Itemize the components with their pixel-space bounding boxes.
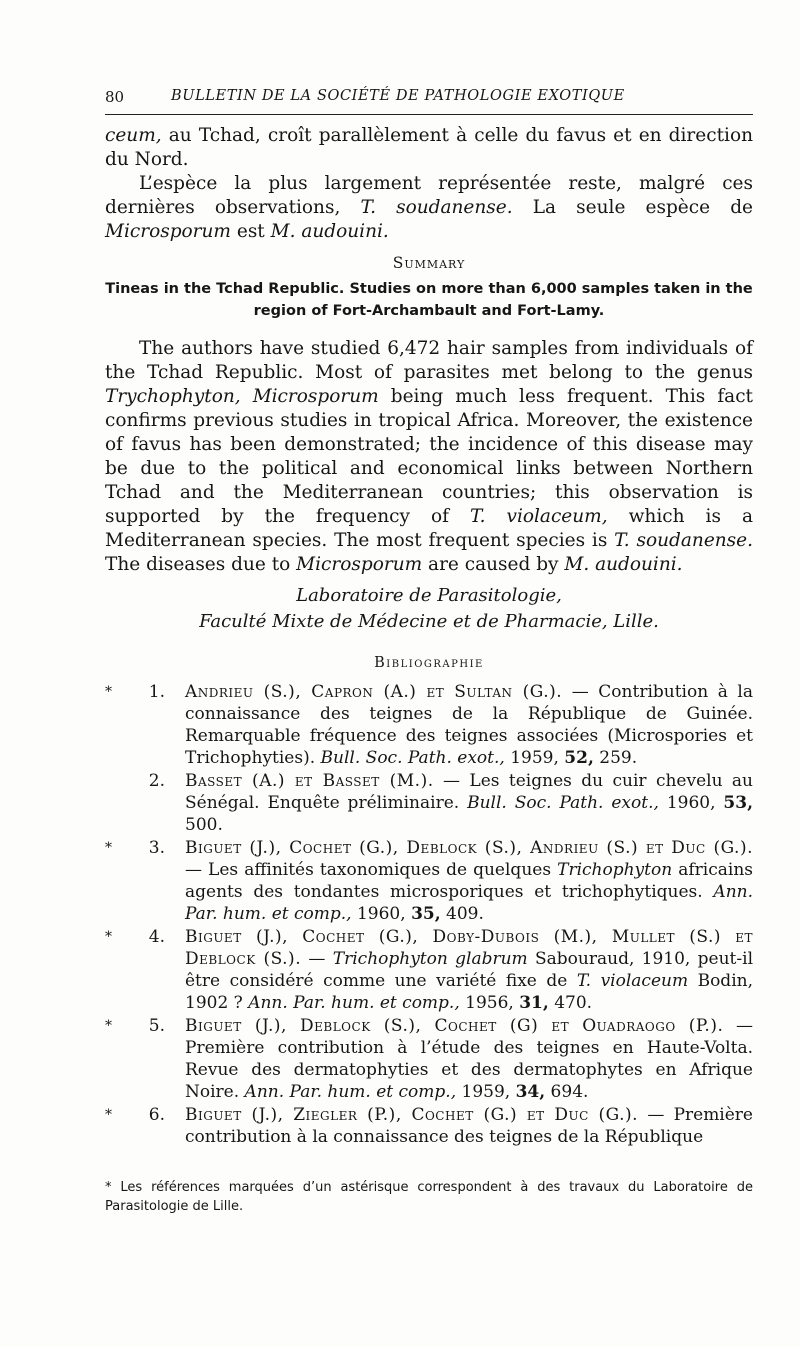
affiliation-faculty: Faculté Mixte de Médecine et de Pharmacie, Lille. [199, 611, 659, 632]
reference-item: * 3. Biguet (J.), Cochet (G.), Deblock (S.), Andrieu (S.) et Duc (G.). — Les affinités taxonomiques de quelques Trichophyton africains agents des tondantes microsporiques et trichophytiques. Ann. Par. hum. et comp., 1960, 35, 409. [105, 838, 753, 924]
reference-list [105, 681, 753, 1148]
reference-authors: Biguet (J.), Ziegler (P.), Cochet (G.) et Duc (G.). [185, 1105, 639, 1125]
reference-item: * 5. Biguet (J.), Deblock (S.), Cochet (G) et Ouadraogo (P.). — Première contribution à l’étude des teignes en Haute-Volta. Revue des dermatophyties et des dermatophytes en Afrique Noire. Ann. Par. hum. et comp., 1959, 34, 694. [105, 1016, 753, 1102]
reference-authors: Biguet (J.), Deblock (S.), Cochet (G) et Ouadraogo (P.). [185, 1016, 724, 1036]
intro-paragraph-1: ceum, au Tchad, croît parallèlement à celle du favus et en direction du Nord. [105, 125, 753, 170]
summary-heading: Summary [392, 254, 466, 272]
page [105, 88, 753, 1216]
reference-authors: Biguet (J.), Cochet (G.), Deblock (S.), Andrieu (S.) et Duc (G.). [185, 838, 753, 858]
page-number: 80 [105, 88, 125, 106]
running-title: BULLETIN DE LA SOCIÉTÉ DE PATHOLOGIE EXOTIQUE [171, 88, 625, 104]
reference-item: * 6. Biguet (J.), Ziegler (P.), Cochet (G.) et Duc (G.). — Première contribution à la connaissance des teignes de la République [105, 1105, 753, 1147]
affiliation-lab: Laboratoire de Parasitologie, [296, 585, 562, 606]
reference-authors: Biguet (J.), Cochet (G.), Doby-Dubois (M.), Mullet (S.) et Deblock (S.). [185, 927, 753, 969]
footnote: * Les références marquées d’un astérisque correspondent à des travaux du Laboratoire de Parasitologie de Lille. [105, 1180, 753, 1214]
reference-item: * 4. Biguet (J.), Cochet (G.), Doby-Dubois (M.), Mullet (S.) et Deblock (S.). — Trichophyton glabrum Sabouraud, 1910, peut-il être considéré comme une variété fixe de T. violaceum Bodin, 1902 ? Ann. Par. hum. et comp., 1956, 31, 470. [105, 927, 754, 1013]
reference-item: * 1. Andrieu (S.), Capron (A.) et Sultan (G.). — Contribution à la connaissance des teignes de la République de Guinée. Remarquable fréquence des teignes associées (Microspories et Trichophyties). Bull. Soc. Path. exot., 1959, 52, 259. [105, 682, 753, 768]
running-header [105, 88, 753, 115]
intro-paragraph-2: L’espèce la plus largement représentée reste, malgré ces dernières observations, T. soudanense. La seule espèce de Microsporum est M. audouini. [105, 173, 753, 242]
summary-title: Tineas in the Tchad Republic. Studies on more than 6,000 samples taken in the region of Fort-Archambault and Fort-Lamy. [105, 281, 753, 319]
reference-item: 2. Basset (A.) et Basset (M.). — Les teignes du cuir chevelu au Sénégal. Enquête préliminaire. Bull. Soc. Path. exot., 1960, 53, 500. [148, 771, 754, 835]
summary-abstract: The authors have studied 6,472 hair samples from individuals of the Tchad Republic. Most of parasites met belong to the genus Trychophyton, Microsporum being much less frequent. This fact confirms previous studies in tropical Africa. Moreover, the existence of favus has been demonstrated; the incidence of this disease may be due to the political and economical links between Northern Tchad and the Mediterranean countries; this observation is supported by the frequency of T. violaceum, which is a Mediterranean species. The most frequent species is T. soudanense. The diseases due to Microsporum are caused by M. audouini. [105, 338, 754, 575]
reference-authors: Basset (A.) et Basset (M.). [185, 771, 434, 791]
bibliography-heading: Bibliographie [374, 655, 484, 671]
reference-authors: Andrieu (S.), Capron (A.) et Sultan (G.). [185, 682, 563, 702]
